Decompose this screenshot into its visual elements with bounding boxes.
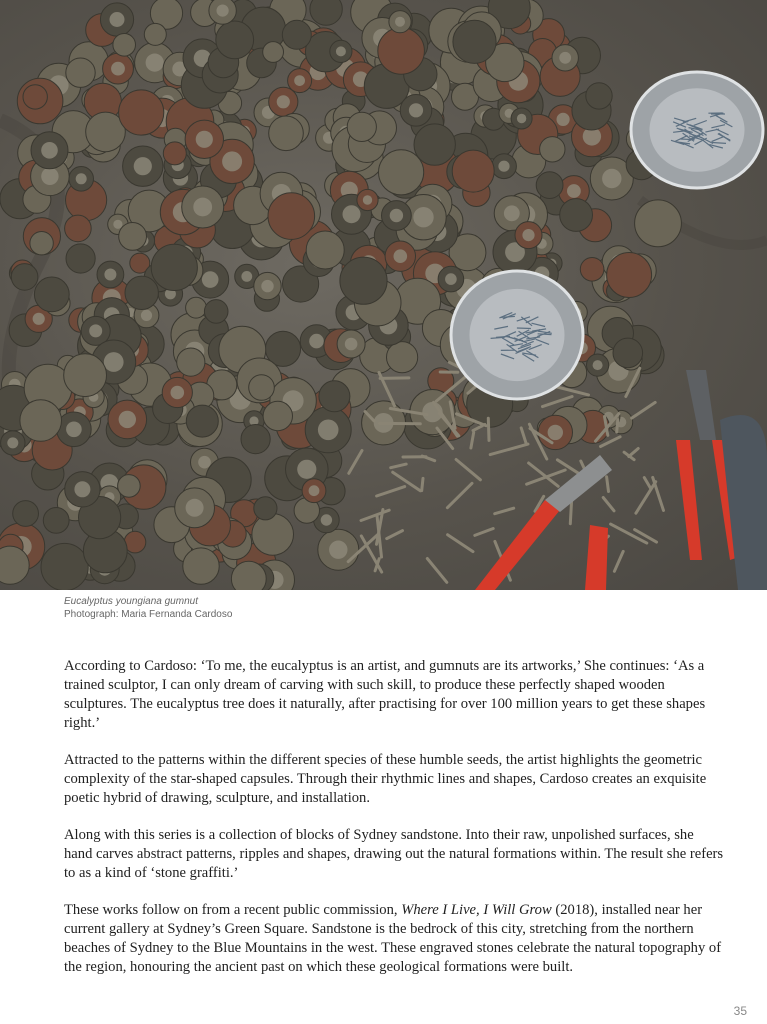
gumnut <box>43 508 69 534</box>
gumnut-capsule <box>557 113 570 126</box>
gumnut <box>231 561 266 590</box>
gumnut <box>347 112 376 141</box>
gumnut <box>453 20 496 63</box>
gumnut-capsule <box>74 481 90 497</box>
gumnut-capsule <box>297 460 316 479</box>
gumnut-capsule <box>7 437 18 448</box>
gumnut-stem <box>603 498 614 511</box>
gumnut-capsule <box>567 184 581 198</box>
gumnut <box>41 543 88 590</box>
gumnut-capsule <box>141 310 152 321</box>
gumnut <box>66 244 95 273</box>
gumnut-capsule <box>294 75 305 86</box>
gumnut-capsule <box>548 425 563 440</box>
gumnut <box>20 400 62 442</box>
gumnut-capsule <box>104 269 116 281</box>
gumnut <box>414 124 455 165</box>
gumnut-capsule <box>113 220 122 229</box>
caption-credit: Photograph: Maria Fernanda Cardoso <box>64 609 233 620</box>
gumnut-capsule <box>66 422 82 438</box>
gumnut <box>216 21 254 59</box>
gumnut <box>119 90 164 135</box>
paragraph-4-lead: These works follow on from a recent public commission, <box>64 902 402 918</box>
gumnut-stem <box>427 559 447 583</box>
gumnut-capsule <box>193 198 212 217</box>
gumnut-capsule <box>498 161 509 172</box>
gumnut-stem <box>380 378 409 379</box>
paragraph-1: According to Cardoso: ‘To me, the eucalyptus is an artist, and gumnuts are its artworks,’ She continues: ‘As a trained sculptor, I can only dream of carving with such skill, to produce these perfectly shaped wooden sculptures. The eucalyptus tree does it naturally, after practising for over 100 million years to get these shapes right.’ <box>64 658 706 731</box>
gumnut <box>252 514 294 556</box>
gumnut <box>263 42 284 63</box>
gumnut-capsule <box>202 271 219 288</box>
gumnut <box>254 497 277 520</box>
gumnut-stem <box>490 444 528 455</box>
gumnut-stem <box>488 418 489 440</box>
gumnut-capsule <box>41 142 58 159</box>
gumnut-capsule <box>363 195 372 204</box>
gumnut <box>536 172 563 199</box>
gumnut-capsule <box>329 541 347 559</box>
gumnut-capsule <box>261 280 273 292</box>
gumnut-stem <box>377 487 405 496</box>
gumnut-capsule <box>217 5 229 17</box>
paragraph-2: Attracted to the patterns within the different species of these humble seeds, the artist highlights the geometric complexity of the star-shaped capsules. Through their rhythmic lines and shapes, Cardoso creates an exquisite poetic hybrid of drawing, sculpture, and installation. <box>64 752 707 806</box>
artwork-title: Where I Live, I Will Grow <box>401 902 552 918</box>
gumnut-capsule <box>504 205 520 221</box>
gumnut-capsule <box>395 17 405 27</box>
gumnut <box>118 475 141 498</box>
gumnut <box>65 215 92 242</box>
gumnut-stem <box>361 510 389 520</box>
gumnut-capsule <box>119 411 136 428</box>
gumnut <box>586 83 612 109</box>
gumnut-stem <box>521 428 526 444</box>
gumnut <box>34 277 69 312</box>
gumnut-stem <box>475 529 493 536</box>
gumnut <box>151 244 197 290</box>
gumnut-capsule <box>186 499 204 517</box>
gumnut-capsule <box>111 62 125 76</box>
gumnut <box>64 354 107 397</box>
gumnut-capsule <box>104 352 124 372</box>
gumnut <box>241 425 270 454</box>
gumnut-capsule <box>394 249 408 263</box>
gumnut-capsule <box>593 360 603 370</box>
gumnut <box>269 116 304 151</box>
gumnut-stem <box>349 451 362 474</box>
gumnut <box>177 348 205 376</box>
gumnut-capsule <box>110 12 125 27</box>
pin <box>517 328 531 329</box>
gumnut-capsule <box>343 205 361 223</box>
gumnut-stem <box>543 397 573 407</box>
gumnut-capsule <box>321 514 332 525</box>
gumnut-stem <box>391 464 407 468</box>
gumnut <box>249 375 275 401</box>
gumnut-capsule <box>134 157 152 175</box>
gumnut <box>263 401 292 430</box>
gumnut-stem <box>636 482 656 514</box>
pin <box>538 334 552 335</box>
gumnut <box>319 381 350 412</box>
gumnut-stem <box>456 460 480 480</box>
gumnut-stem <box>447 483 472 507</box>
gumnut-stem <box>614 551 623 571</box>
gumnut-capsule <box>318 420 339 441</box>
gumnut <box>310 0 342 25</box>
gumnut <box>306 231 344 269</box>
gumnut <box>66 58 95 87</box>
gumnut-capsule <box>146 54 164 72</box>
pliers-handle-left <box>676 440 702 560</box>
pin-bowl-top-inner <box>649 88 744 172</box>
caption-title: Eucalyptus youngiana gumnut <box>64 596 198 607</box>
gumnut <box>119 223 147 251</box>
gumnut-capsule <box>602 169 621 188</box>
gumnut-stem <box>617 420 618 432</box>
gumnut <box>387 342 418 373</box>
gumnut-capsule <box>445 273 457 285</box>
gumnut <box>268 193 315 240</box>
gumnut <box>378 28 425 75</box>
gumnut <box>452 150 494 192</box>
gumnut <box>282 20 311 49</box>
photo-caption <box>64 595 232 621</box>
gumnut <box>186 297 207 318</box>
gumnut-capsule <box>390 209 403 222</box>
gumnut <box>613 338 643 368</box>
gumnut-capsule <box>76 173 87 184</box>
gumnut-stem <box>471 432 474 448</box>
gumnut <box>186 405 218 437</box>
gumnut-capsule <box>309 334 324 349</box>
gumnut-capsule <box>241 271 252 282</box>
gumnut-stem <box>644 478 650 489</box>
gumnut-capsule <box>413 207 433 227</box>
gumnut-capsule <box>345 338 358 351</box>
gumnut <box>204 300 228 324</box>
gumnut <box>125 276 158 309</box>
shears-handle-right <box>585 525 608 590</box>
gumnut-stem <box>387 531 403 539</box>
gumnut-capsule <box>198 456 211 469</box>
gumnut-capsule <box>336 46 346 56</box>
gumnut <box>23 85 47 109</box>
gumnut-stem <box>607 477 609 492</box>
gumnut <box>560 199 593 232</box>
gumnut-stem <box>448 535 473 552</box>
gumnut-stem <box>422 478 423 490</box>
gumnut <box>183 548 219 584</box>
gumnut <box>580 258 604 282</box>
gumnut <box>540 137 565 162</box>
gumnut-capsule <box>522 229 534 241</box>
gumnut <box>11 264 38 291</box>
gumnut-capsule <box>409 103 423 117</box>
gumnut <box>340 257 387 304</box>
paragraph-4 <box>64 901 724 977</box>
gumnut-capsule <box>559 52 571 64</box>
shears-handle-left <box>475 500 560 590</box>
gumnut-capsule <box>171 386 185 400</box>
gumnut-capsule <box>277 95 290 108</box>
gumnut <box>163 142 186 165</box>
gumnut-stem <box>632 402 656 418</box>
paragraph-3: Along with this series is a collection of blocks of Sydney sandstone. Into their raw, unpolished surfaces, she hand carves abstract patterns, ripples and shapes, drawing out the natural formations within. The result she refers to as a kind of ‘stone graffiti.’ <box>64 827 724 881</box>
gumnut <box>30 232 53 255</box>
paragraph-4-rest: (2018), installed near her current gallery at Sydney’s Green Square. Sandstone is the bedrock of this city, stretching from the northern beaches of Sydney to the Blue Mountains in the west. These engraved stones celebrate the natural topography of the region, honouring the ancient past on which these geological formations were built. <box>64 902 722 975</box>
page-number: 35 <box>733 1004 747 1018</box>
gumnut-stem <box>635 530 657 543</box>
gumnut-capsule <box>196 131 213 148</box>
gumnut <box>635 200 682 247</box>
pliers-jaw <box>686 370 716 440</box>
gumnut <box>113 34 136 57</box>
gumnut-stem <box>495 508 514 514</box>
gumnut <box>13 501 39 527</box>
gumnut-capsule <box>309 485 320 496</box>
gumnut-capsule <box>41 168 58 185</box>
article-body <box>64 657 724 995</box>
gumnut-capsule <box>517 114 526 123</box>
gumnut <box>144 23 166 45</box>
gumnut-capsule <box>222 151 242 171</box>
gumnut <box>379 150 424 195</box>
gumnut-capsule <box>33 313 45 325</box>
gumnut-capsule <box>89 324 102 337</box>
gumnut <box>607 253 652 298</box>
gumnut-stem <box>422 456 435 461</box>
